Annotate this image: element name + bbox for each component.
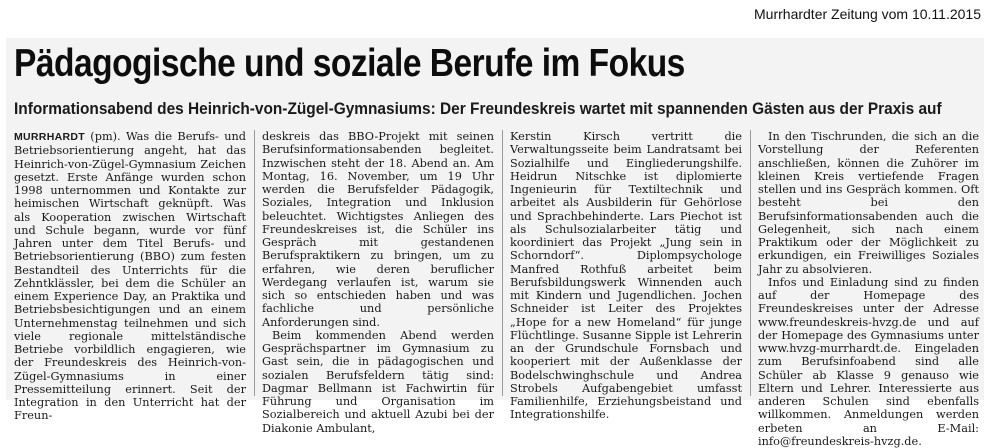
article-paragraph: Kerstin Kirsch vertritt die Verwaltungsseite beim Landratsamt bei Sozialhilfe und Eingliederungshilfe. Heidrun Nitschke ist diplomierte Ingenieurin für Textiltechnik und arbeitet als Ausbilderin für Gehörlose und Sprachbehinderte. Lars Piechot ist als Schulsozialarbeiter tätig und koordiniert das Projekt „Jung sein in Schorndorf“. Diplompsychologe Manfred Rothfuß arbeitet beim Berufsbildungswerk Winnenden auch mit Kindern und Jugendlichen. Jochen Schneider ist Leiter des Projektes „Hope for a new Homeland“ für junge Flüchtlinge. Susanne Sipple ist Lehrerin an der Grundschule Fornsbach und kooperiert mit der Außenklasse der Bodelschwinghschule und Andrea Strobels Aufgabengebiet umfasst Familienhilfe, Erziehungsbeistand und Integrationshilfe. [510,130,742,422]
article-subheadline: Informationsabend des Heinrich-von-Zügel-Gymnasiums: Der Freundeskreis wartet mit spannenden Gästen aus der Praxis auf [14,100,942,118]
article-headline: Pädagogische und soziale Berufe im Fokus [14,42,685,85]
article-paragraph: Infos und Einladung sind zu finden auf der Homepage des Freundeskreises unter der Adresse www.freundeskreis-hvzg.de und auf der Homepage des Gymnasiums unter www.hvzg-murrhardt.de. Eingeladen zum Berufsinfoabend sind alle Schüler ab Klasse 9 genauso wie Eltern und Lehrer. Interessierte aus anderen Schulen sind ebenfalls willkommen. Anmeldungen werden erbeten an E-Mail: info@freundeskreis-hvzg.de. [758,275,979,448]
article-paragraph [14,130,246,423]
column-divider [750,130,751,396]
newspaper-clipping [6,38,984,448]
article-paragraph: In den Tischrunden, die sich an die Vorstellung der Referenten anschließen, können die Zuhörer im kleinen Kreis vertiefende Fragen stellen und ins Gespräch kommen. Oft besteht bei den Berufsinformationsabenden auch die Gelegenheit, sich nach einem Praktikum oder der Möglichkeit zu erkundigen, ein Freiwilliges Soziales Jahr zu absolvieren. [758,130,979,276]
article-body [14,130,979,448]
article-column-2 [262,130,494,435]
column-divider [254,130,255,396]
article-column-4 [758,130,979,448]
article-column-3 [510,130,742,422]
paragraph-text: (pm). Was die Berufs- und Betriebsorientierung angeht, hat das Heinrich-von-Zügel-Gymnasium Zeichen gesetzt. Erste Anfänge wurden schon 1998 unternommen und Kontakte zur heimischen Wirtschaft geknüpft. Was als Kooperation zwischen Wirtschaft und Schule begann, wurde vor fünf Jahren unter dem Titel Berufs- und Betriebsorientierung (BBO) zum festen Bestandteil des Unterrichts für die Zehntklässler, bei dem die Schüler an einem Experience Day, an Praktika und Betriebsbesichtigungen und an einem Unternehmenstag teilnehmen und sich viele regionale mittelständische Betriebe vorbildlich engagieren, wie der Freundeskreis des Heinrich-von-Zügel-Gymnasiums in einer Pressemitteilung erinnert. Seit der Integration in den Unterricht hat der Freun- [14,130,246,423]
article-paragraph: Beim kommenden Abend werden Gesprächspartner im Gymnasium zu Gast sein, die in pädagogischen und sozialen Berufsfeldern tätig sind: Dagmar Bellmann ist Fachwirtin für Führung und Organisation im Sozialbereich und aktuell Azubi bei der Diakonie Ambulant, [262,328,494,435]
article-column-1 [14,130,246,423]
article-paragraph: deskreis das BBO-Projekt mit seinen Berufsinformationsabenden begleitet. Inzwischen steht der 18. Abend an. Am Montag, 16. November, um 19 Uhr werden die Berufsfelder Pädagogik, Soziales, Integration und Inklusion beleuchtet. Wichtigstes Anliegen des Freundeskreises ist, die Schüler ins Gespräch mit gestandenen Berufspraktikern zu bringen, um zu erfahren, wie deren beruflicher Werdegang verlaufen ist, warum sie sich so entschieden haben und was fachliche und persönliche Anforderungen sind. [262,130,494,329]
column-divider [502,130,503,396]
article-dateline: MURRHARDT [14,131,85,143]
source-label: Murrhardter Zeitung vom 10.11.2015 [754,6,981,22]
